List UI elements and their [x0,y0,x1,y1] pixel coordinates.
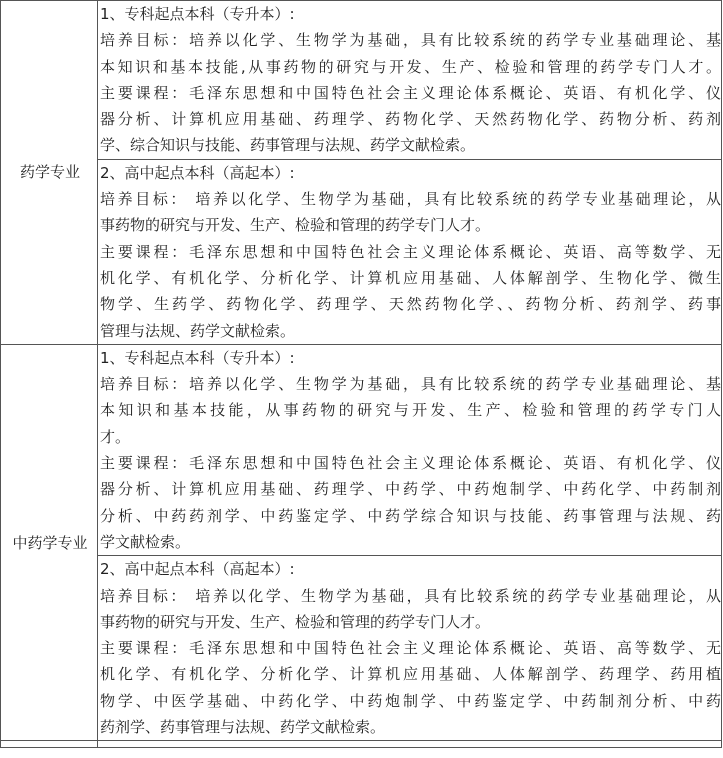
course-line: 主要课程：毛泽东思想和中国特色社会主义理论体系概论、英语、高等数学、无 [100,242,721,261]
goal-line: 培养目标： 培养以化学、生物学为基础，具有比较系统的药学专业基础理论，从 [100,190,721,209]
plan-cell [98,556,722,741]
plan-heading: 2、高中起点本科（高起本）: [100,163,295,182]
goal-line: 培养目标：培养以化学、生物学为基础，具有比较系统的药学专业基础理论、基 [100,31,721,50]
goal-line: 本知识和基本技能,从事药物的研究与开发、生产、检验和管理的药学专门人才。 [100,57,721,76]
course-line: 物学、中医学基础、中药化学、中药炮制学、中药鉴定学、中药制剂分析、中药 [100,691,721,710]
course-line: 主要课程：毛泽东思想和中国特色社会主义理论体系概论、英语、高等数学、无 [100,639,721,658]
course-line: 机化学、有机化学、分析化学、计算机应用基础、人体解剖学、生物化学、微生 [100,268,721,287]
course-line: 分析、中药药剂学、中药鉴定学、中药学综合知识与技能、药事管理与法规、药 [100,506,721,525]
goal-line: 本知识和基本技能，从事药物的研究与开发、生产、检验和管理的药学专门人 [100,401,721,420]
goal-line: 培养目标：培养以化学、生物学为基础，具有比较系统的药学专业基础理论、基 [100,375,721,394]
course-line: 机化学、有机化学、分析化学、计算机应用基础、人体解剖学、药理学、药用植 [100,665,721,684]
plan-cell [98,741,722,748]
course-line: 物学、生药学、药物化学、药理学、天然药物化学、、药物分析、药剂学、药事 [100,295,721,314]
course-line: 主要课程：毛泽东思想和中国特色社会主义理论体系概论、英语、有机化学、仪 [100,454,721,473]
course-line: 器分析、计算机应用基础、药理学、中药学、中药炮制学、中药化学、中药制剂 [100,480,721,499]
table-row [1,741,722,748]
course-line: 学、综合知识与技能、药事管理与法规、药学文献检索。 [100,136,476,155]
goal-line: 事药物的研究与开发、生产、检验和管理的药学专门人才。 [100,612,491,631]
table-row [1,556,722,741]
table-row [1,344,722,555]
course-line: 管理与法规、药学文献检索。 [100,321,296,340]
major-name [1,741,98,748]
major-name: 中药学专业 [1,344,98,740]
table-row [1,1,722,160]
plan-cell [98,344,722,555]
major-name: 药学专业 [1,1,98,345]
plan-heading: 2、高中起点本科（高起本）: [100,560,295,579]
plan-heading: 1、专科起点本科（专升本）: [100,348,295,367]
goal-line: 培养目标： 培养以化学、生物学为基础，具有比较系统的药学专业基础理论，从 [100,586,721,605]
course-line: 药剂学、药事管理与法规、药学文献检索。 [100,718,386,737]
goal-line: 事药物的研究与开发、生产、检验和管理的药学专门人才。 [100,216,491,235]
plan-cell [98,159,722,344]
goal-line: 才。 [100,427,131,446]
course-line: 学文献检索。 [100,532,191,551]
table-row [1,159,722,344]
plan-cell [98,1,722,160]
plan-heading: 1、专科起点本科（专升本）: [100,5,295,23]
course-line: 主要课程：毛泽东思想和中国特色社会主义理论体系概论、英语、有机化学、仪 [100,83,721,102]
course-line: 器分析、计算机应用基础、药理学、药物化学、天然药物化学、药物分析、药剂 [100,110,721,129]
